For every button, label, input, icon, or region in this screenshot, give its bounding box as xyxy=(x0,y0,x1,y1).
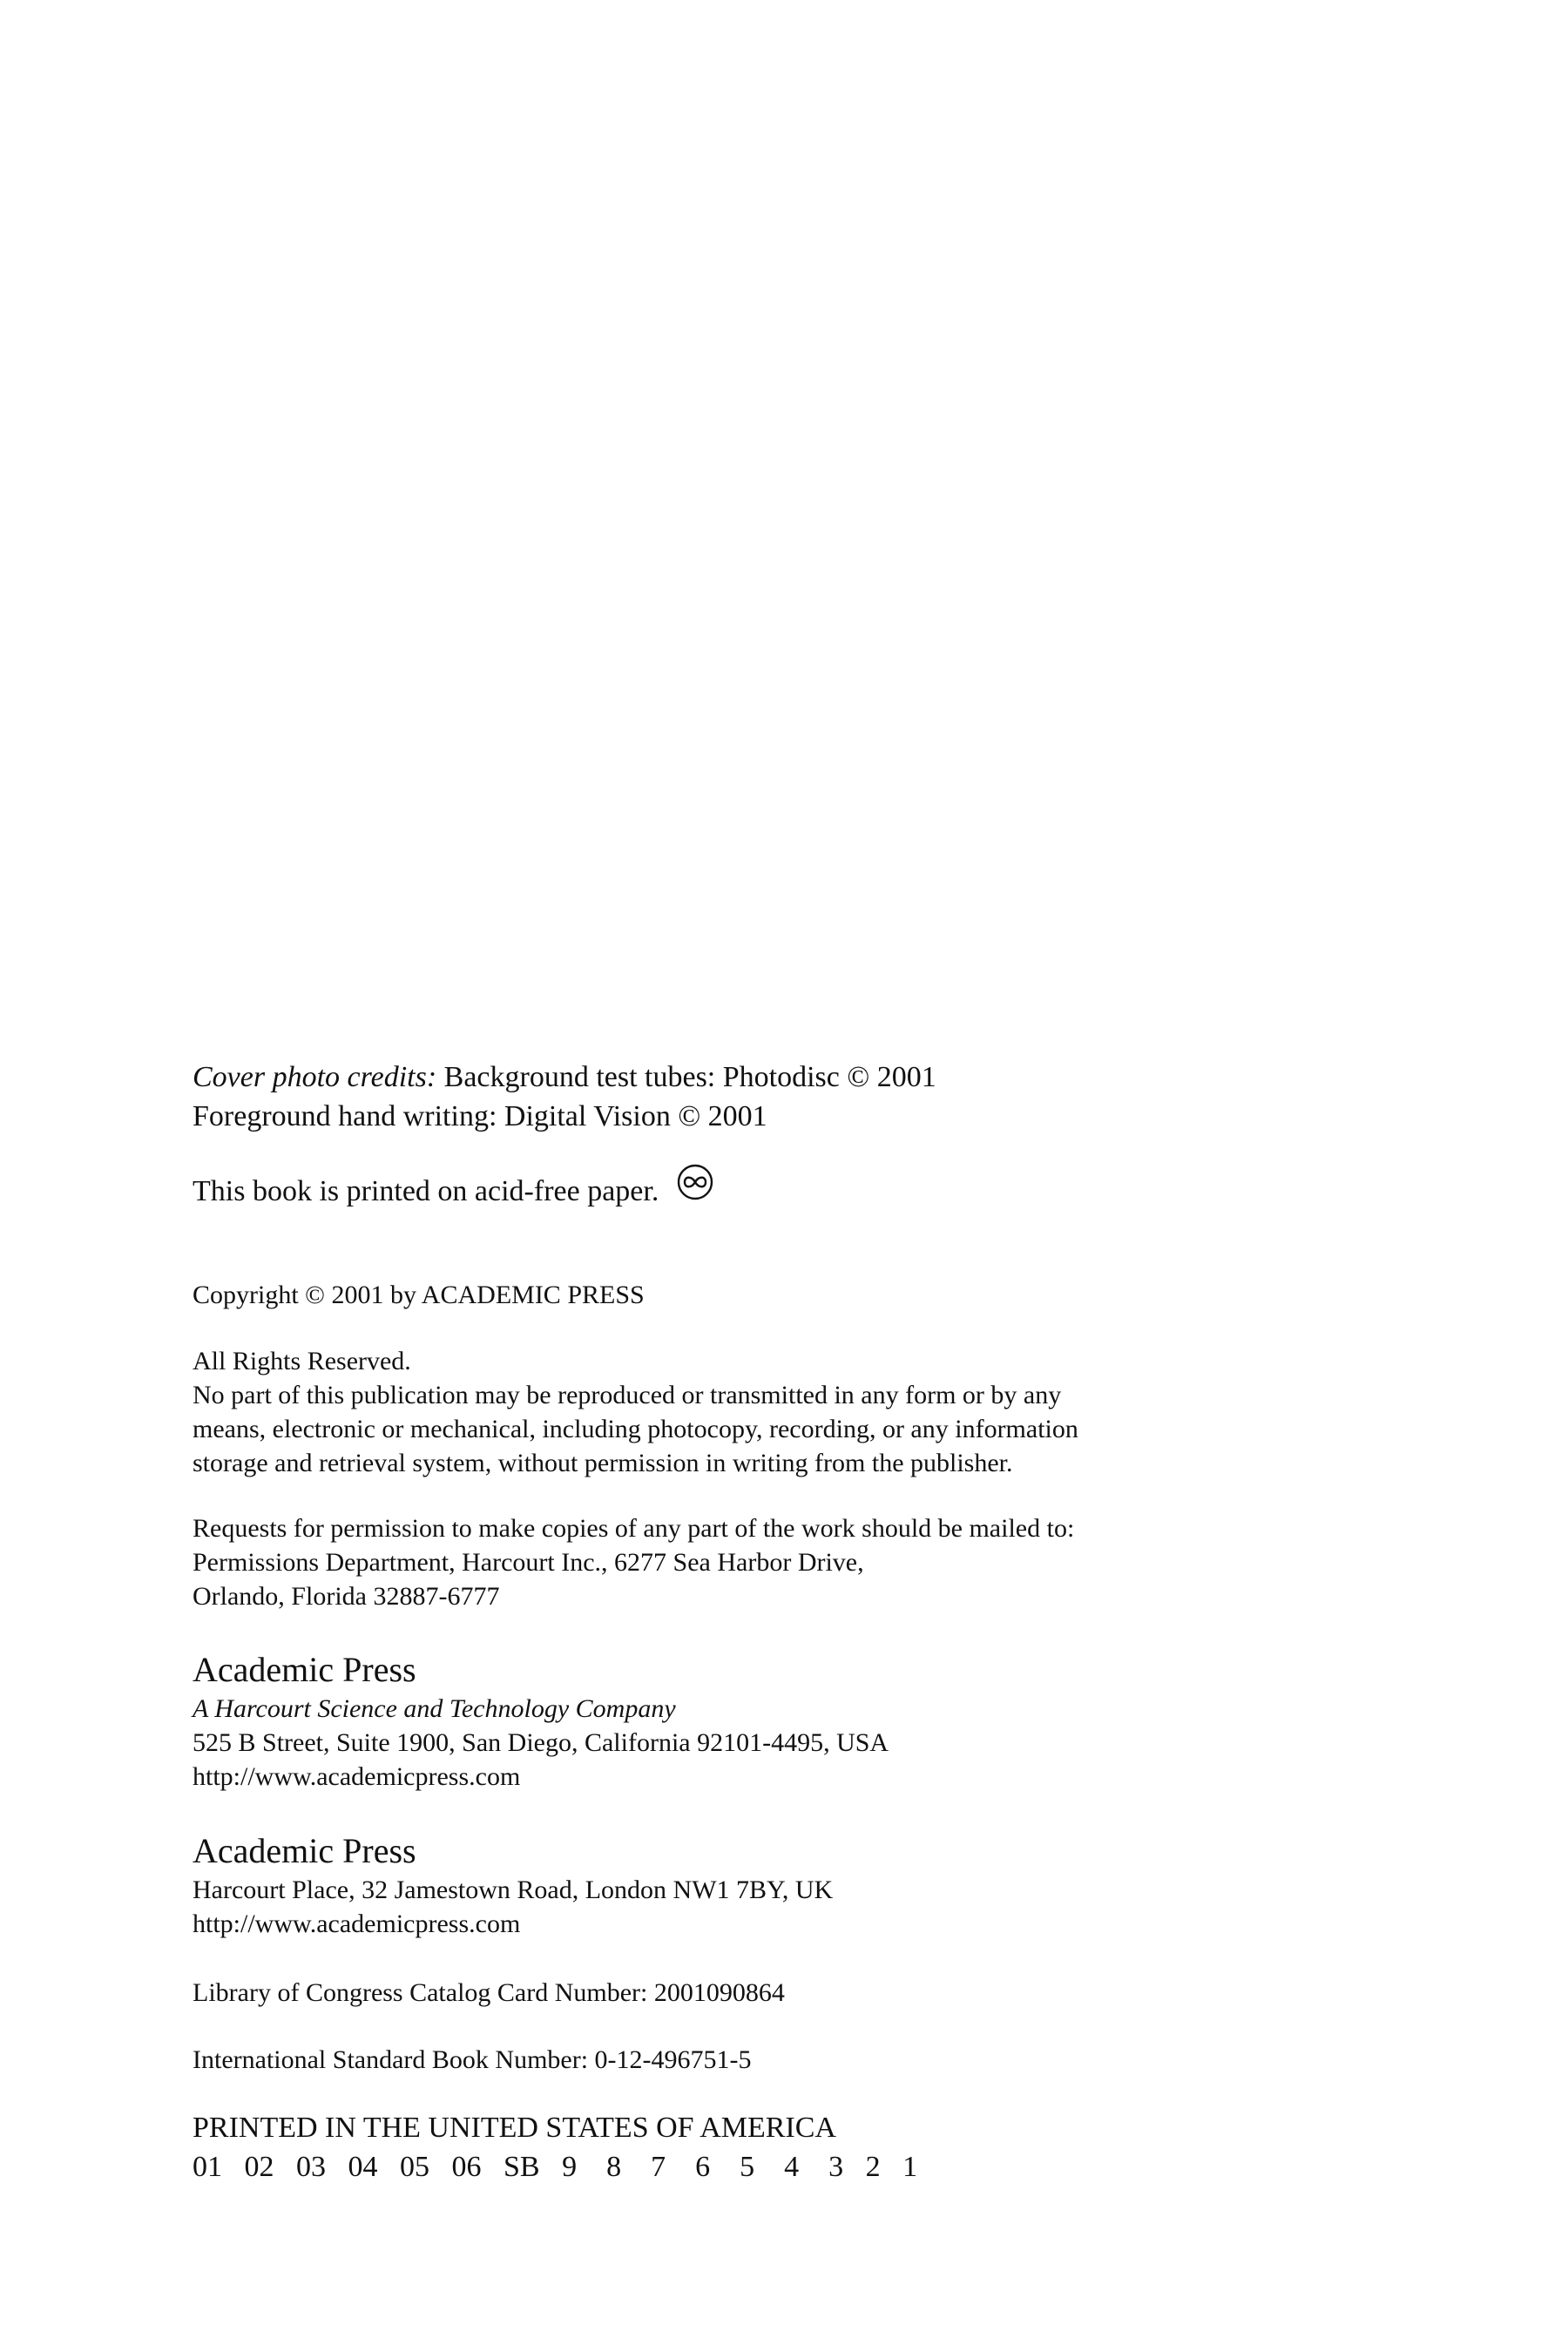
printed-line: PRINTED IN THE UNITED STATES OF AMERICA xyxy=(193,2112,836,2144)
requests-line-1: Requests for permission to make copies of any part of the work should be mailed to: xyxy=(193,1514,1075,1543)
isbn-line: International Standard Book Number: 0-12-496751-5 xyxy=(193,2045,752,2074)
publisher-uk xyxy=(193,1829,1325,1941)
credits-label: Cover photo credits: xyxy=(193,1061,437,1093)
copyright-notice xyxy=(193,1278,1325,1312)
rights-reserved xyxy=(193,1344,1325,1480)
publisher-us-url: http://www.academicpress.com xyxy=(193,1762,521,1791)
lccn-line: Library of Congress Catalog Card Number: 2001090864 xyxy=(193,1978,785,2007)
permission-requests xyxy=(193,1511,1325,1613)
acid-free-text: This book is printed on acid-free paper. xyxy=(193,1175,659,1207)
credits-foreground: Foreground hand writing: Digital Vision © 2001 xyxy=(193,1100,767,1132)
credits-line-1 xyxy=(193,1058,1325,1097)
infinity-circle-icon xyxy=(676,1163,714,1201)
cover-photo-credits xyxy=(193,1058,1325,1136)
publisher-us-name: Academic Press xyxy=(193,1650,416,1689)
printing-numbers: 01 02 03 04 05 06 SB 9 8 7 6 5 4 3 2 1 xyxy=(193,2151,918,2183)
acid-free-line xyxy=(193,1172,1325,1211)
printed-in xyxy=(193,2108,1325,2186)
isbn-number xyxy=(193,2043,1325,2077)
credits-background: Background test tubes: Photodisc © 2001 xyxy=(443,1061,936,1093)
publisher-us xyxy=(193,1648,1325,1794)
publisher-us-address: 525 B Street, Suite 1900, San Diego, California 92101-4495, USA xyxy=(193,1728,889,1757)
publisher-us-tagline: A Harcourt Science and Technology Company xyxy=(193,1694,676,1723)
copyright-line: Copyright © 2001 by ACADEMIC PRESS xyxy=(193,1281,645,1309)
rights-line-3: means, electronic or mechanical, including photocopy, recording, or any information xyxy=(193,1415,1078,1443)
rights-line-4: storage and retrieval system, without permission in writing from the publisher. xyxy=(193,1449,1013,1477)
acid-free-notice xyxy=(193,1172,1325,1211)
publisher-uk-url: http://www.academicpress.com xyxy=(193,1909,521,1938)
library-of-congress-number xyxy=(193,1976,1325,2010)
requests-line-3: Orlando, Florida 32887-6777 xyxy=(193,1582,500,1611)
publisher-uk-name: Academic Press xyxy=(193,1831,416,1870)
publisher-uk-address: Harcourt Place, 32 Jamestown Road, London NW1 7BY, UK xyxy=(193,1876,834,1904)
rights-line-1: All Rights Reserved. xyxy=(193,1347,411,1375)
rights-line-2: No part of this publication may be reproduced or transmitted in any form or by any xyxy=(193,1381,1062,1409)
requests-line-2: Permissions Department, Harcourt Inc., 6277 Sea Harbor Drive, xyxy=(193,1548,864,1577)
